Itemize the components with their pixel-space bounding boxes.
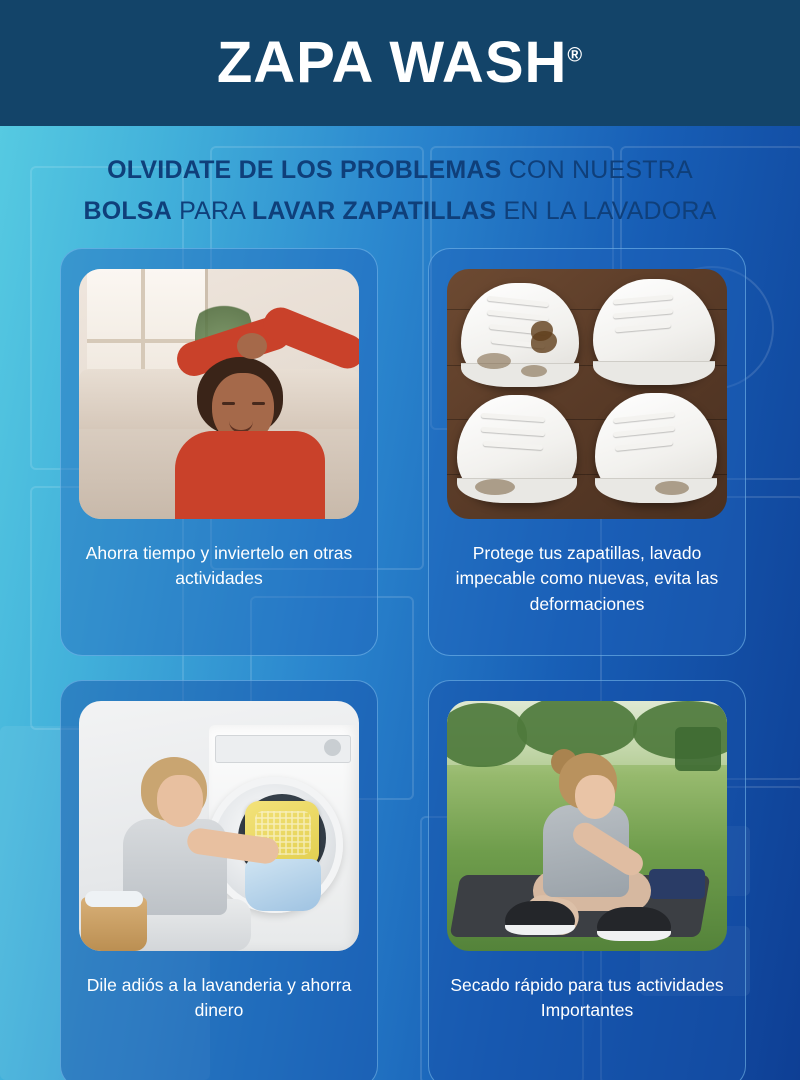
benefit-caption: Protege tus zapatillas, lavado impecable como nuevas, evita las deformaciones: [455, 543, 719, 614]
benefit-card-drying: [428, 680, 746, 1080]
header-band: [0, 0, 800, 126]
brand-name: ZAPA WASH: [216, 30, 568, 95]
headline-line2-mid: PARA: [171, 197, 252, 226]
brand-title: [216, 30, 584, 95]
headline: [0, 150, 800, 233]
headline-line2-word1: BOLSA: [83, 197, 172, 226]
woman-tying-shoes-on-grass-photo: [447, 701, 727, 951]
woman-relaxing-on-couch-photo: [79, 269, 359, 519]
headline-line-1: [0, 150, 800, 191]
dirty-white-sneakers-photo: [447, 269, 727, 519]
benefit-cards-grid: [60, 248, 750, 1080]
woman-loading-washing-machine-photo: [79, 701, 359, 951]
benefit-card-laundry: [60, 680, 378, 1080]
benefit-card-protect: [428, 248, 746, 656]
headline-line2-rest: EN LA LAVADORA: [496, 197, 717, 226]
benefit-caption: Secado rápido para tus actividades Importantes: [450, 975, 724, 1021]
headline-line1-bold: OLVIDATE DE LOS PROBLEMAS: [107, 156, 502, 184]
headline-line2-bold2: LAVAR ZAPATILLAS: [251, 197, 497, 226]
headline-line-2: [0, 191, 800, 232]
registered-trademark-icon: ®: [567, 44, 584, 67]
benefit-card-relax: [60, 248, 378, 656]
benefit-caption: Ahorra tiempo y inviertelo en otras actividades: [85, 543, 353, 589]
benefit-caption: Dile adiós a la lavanderia y ahorra dinero: [86, 975, 352, 1021]
headline-line1-rest: CON NUESTRA: [501, 156, 693, 184]
